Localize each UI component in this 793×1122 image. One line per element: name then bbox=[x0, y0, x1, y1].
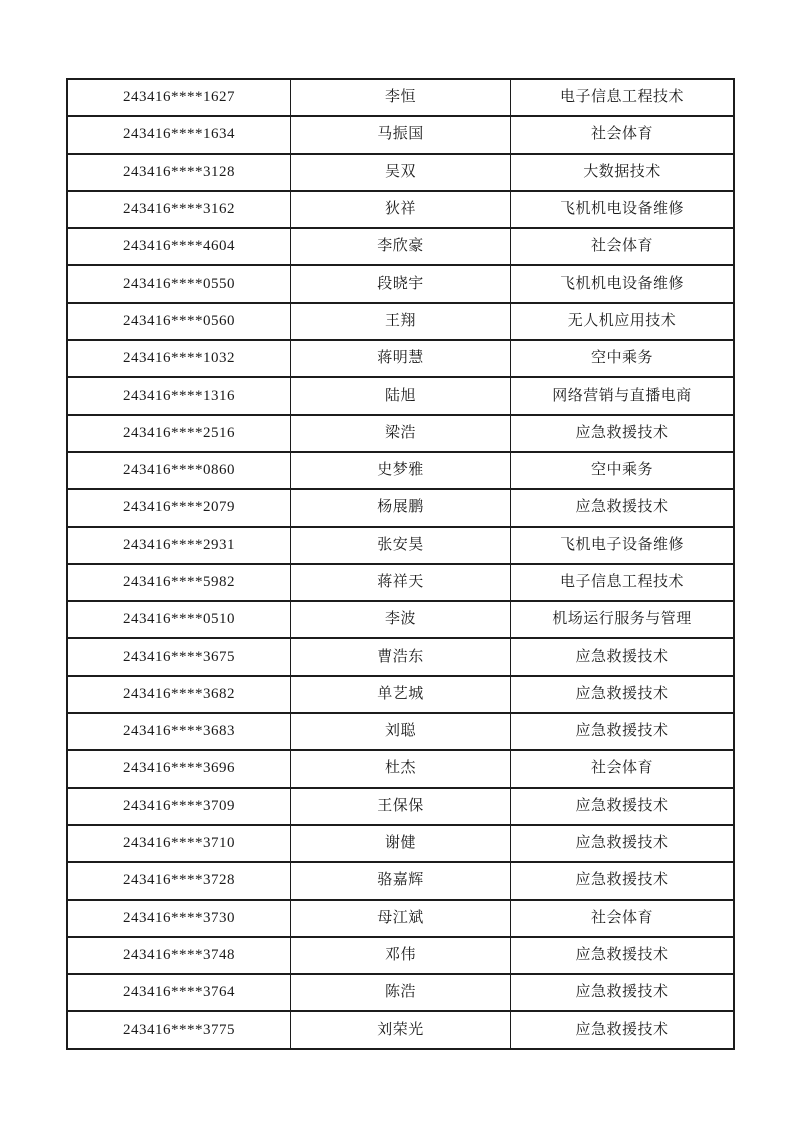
candidate-name-cell: 单艺城 bbox=[291, 676, 511, 713]
table-row bbox=[67, 974, 734, 1011]
major-cell: 应急救援技术 bbox=[511, 937, 735, 974]
candidate-name-cell: 李欣豪 bbox=[291, 228, 511, 265]
major-cell: 电子信息工程技术 bbox=[511, 79, 735, 116]
table-row bbox=[67, 862, 734, 899]
candidate-id-cell: 243416****3162 bbox=[67, 191, 291, 228]
candidate-id-cell: 243416****0550 bbox=[67, 265, 291, 302]
candidate-id-cell: 243416****3709 bbox=[67, 788, 291, 825]
candidate-id-cell: 243416****1032 bbox=[67, 340, 291, 377]
table-row bbox=[67, 340, 734, 377]
candidate-id-cell: 243416****3683 bbox=[67, 713, 291, 750]
major-cell: 应急救援技术 bbox=[511, 676, 735, 713]
table-row bbox=[67, 228, 734, 265]
major-cell: 应急救援技术 bbox=[511, 415, 735, 452]
candidate-id-cell: 243416****3728 bbox=[67, 862, 291, 899]
candidate-id-cell: 243416****3696 bbox=[67, 750, 291, 787]
major-cell: 应急救援技术 bbox=[511, 1011, 735, 1048]
candidate-name-cell: 吴双 bbox=[291, 154, 511, 191]
candidate-name-cell: 梁浩 bbox=[291, 415, 511, 452]
candidate-name-cell: 母江斌 bbox=[291, 900, 511, 937]
candidate-id-cell: 243416****2079 bbox=[67, 489, 291, 526]
table-row bbox=[67, 900, 734, 937]
major-cell: 大数据技术 bbox=[511, 154, 735, 191]
table-row bbox=[67, 825, 734, 862]
candidate-name-cell: 刘聪 bbox=[291, 713, 511, 750]
candidate-id-cell: 243416****2931 bbox=[67, 527, 291, 564]
table-row bbox=[67, 1011, 734, 1048]
candidate-id-cell: 243416****3764 bbox=[67, 974, 291, 1011]
major-cell: 电子信息工程技术 bbox=[511, 564, 735, 601]
candidate-name-cell: 李恒 bbox=[291, 79, 511, 116]
major-cell: 网络营销与直播电商 bbox=[511, 377, 735, 414]
table-row bbox=[67, 750, 734, 787]
candidate-id-cell: 243416****1316 bbox=[67, 377, 291, 414]
candidate-id-cell: 243416****0560 bbox=[67, 303, 291, 340]
candidate-name-cell: 狄祥 bbox=[291, 191, 511, 228]
table-row bbox=[67, 601, 734, 638]
table-row bbox=[67, 937, 734, 974]
candidate-name-cell: 刘荣光 bbox=[291, 1011, 511, 1048]
candidate-id-cell: 243416****0860 bbox=[67, 452, 291, 489]
candidate-name-cell: 谢健 bbox=[291, 825, 511, 862]
major-cell: 应急救援技术 bbox=[511, 638, 735, 675]
candidate-id-cell: 243416****3730 bbox=[67, 900, 291, 937]
candidate-id-cell: 243416****0510 bbox=[67, 601, 291, 638]
major-cell: 应急救援技术 bbox=[511, 862, 735, 899]
major-cell: 应急救援技术 bbox=[511, 788, 735, 825]
table-row bbox=[67, 154, 734, 191]
candidate-id-cell: 243416****3675 bbox=[67, 638, 291, 675]
major-cell: 应急救援技术 bbox=[511, 489, 735, 526]
candidate-name-cell: 王翔 bbox=[291, 303, 511, 340]
candidate-name-cell: 蒋祥天 bbox=[291, 564, 511, 601]
major-cell: 应急救援技术 bbox=[511, 974, 735, 1011]
candidate-id-cell: 243416****3128 bbox=[67, 154, 291, 191]
table-row bbox=[67, 452, 734, 489]
major-cell: 飞机机电设备维修 bbox=[511, 265, 735, 302]
candidate-name-cell: 陈浩 bbox=[291, 974, 511, 1011]
table-row bbox=[67, 79, 734, 116]
candidate-name-cell: 李波 bbox=[291, 601, 511, 638]
table-row bbox=[67, 638, 734, 675]
candidate-name-cell: 骆嘉辉 bbox=[291, 862, 511, 899]
candidate-id-cell: 243416****3775 bbox=[67, 1011, 291, 1048]
candidate-name-cell: 段晓宇 bbox=[291, 265, 511, 302]
major-cell: 应急救援技术 bbox=[511, 713, 735, 750]
candidate-name-cell: 马振国 bbox=[291, 116, 511, 153]
table-row bbox=[67, 788, 734, 825]
table-row bbox=[67, 303, 734, 340]
table-row bbox=[67, 489, 734, 526]
table-row bbox=[67, 377, 734, 414]
major-cell: 空中乘务 bbox=[511, 452, 735, 489]
candidate-id-cell: 243416****5982 bbox=[67, 564, 291, 601]
major-cell: 社会体育 bbox=[511, 900, 735, 937]
candidate-name-cell: 杜杰 bbox=[291, 750, 511, 787]
candidate-id-cell: 243416****3748 bbox=[67, 937, 291, 974]
candidate-name-cell: 杨展鹏 bbox=[291, 489, 511, 526]
candidate-name-cell: 张安昊 bbox=[291, 527, 511, 564]
table-row bbox=[67, 415, 734, 452]
roster-body bbox=[67, 79, 734, 1049]
candidate-id-cell: 243416****1627 bbox=[67, 79, 291, 116]
major-cell: 机场运行服务与管理 bbox=[511, 601, 735, 638]
candidate-name-cell: 史梦雅 bbox=[291, 452, 511, 489]
major-cell: 社会体育 bbox=[511, 228, 735, 265]
candidate-id-cell: 243416****4604 bbox=[67, 228, 291, 265]
candidate-id-cell: 243416****2516 bbox=[67, 415, 291, 452]
major-cell: 空中乘务 bbox=[511, 340, 735, 377]
major-cell: 社会体育 bbox=[511, 750, 735, 787]
major-cell: 飞机电子设备维修 bbox=[511, 527, 735, 564]
candidate-id-cell: 243416****3710 bbox=[67, 825, 291, 862]
candidate-name-cell: 蒋明慧 bbox=[291, 340, 511, 377]
candidate-name-cell: 陆旭 bbox=[291, 377, 511, 414]
table-row bbox=[67, 713, 734, 750]
table-row bbox=[67, 191, 734, 228]
candidate-id-cell: 243416****3682 bbox=[67, 676, 291, 713]
candidate-name-cell: 邓伟 bbox=[291, 937, 511, 974]
major-cell: 应急救援技术 bbox=[511, 825, 735, 862]
major-cell: 无人机应用技术 bbox=[511, 303, 735, 340]
table-row bbox=[67, 564, 734, 601]
table-row bbox=[67, 265, 734, 302]
table-row bbox=[67, 676, 734, 713]
major-cell: 飞机机电设备维修 bbox=[511, 191, 735, 228]
table-row bbox=[67, 527, 734, 564]
student-roster-table bbox=[66, 78, 735, 1050]
candidate-name-cell: 曹浩东 bbox=[291, 638, 511, 675]
table-row bbox=[67, 116, 734, 153]
candidate-id-cell: 243416****1634 bbox=[67, 116, 291, 153]
major-cell: 社会体育 bbox=[511, 116, 735, 153]
candidate-name-cell: 王保保 bbox=[291, 788, 511, 825]
